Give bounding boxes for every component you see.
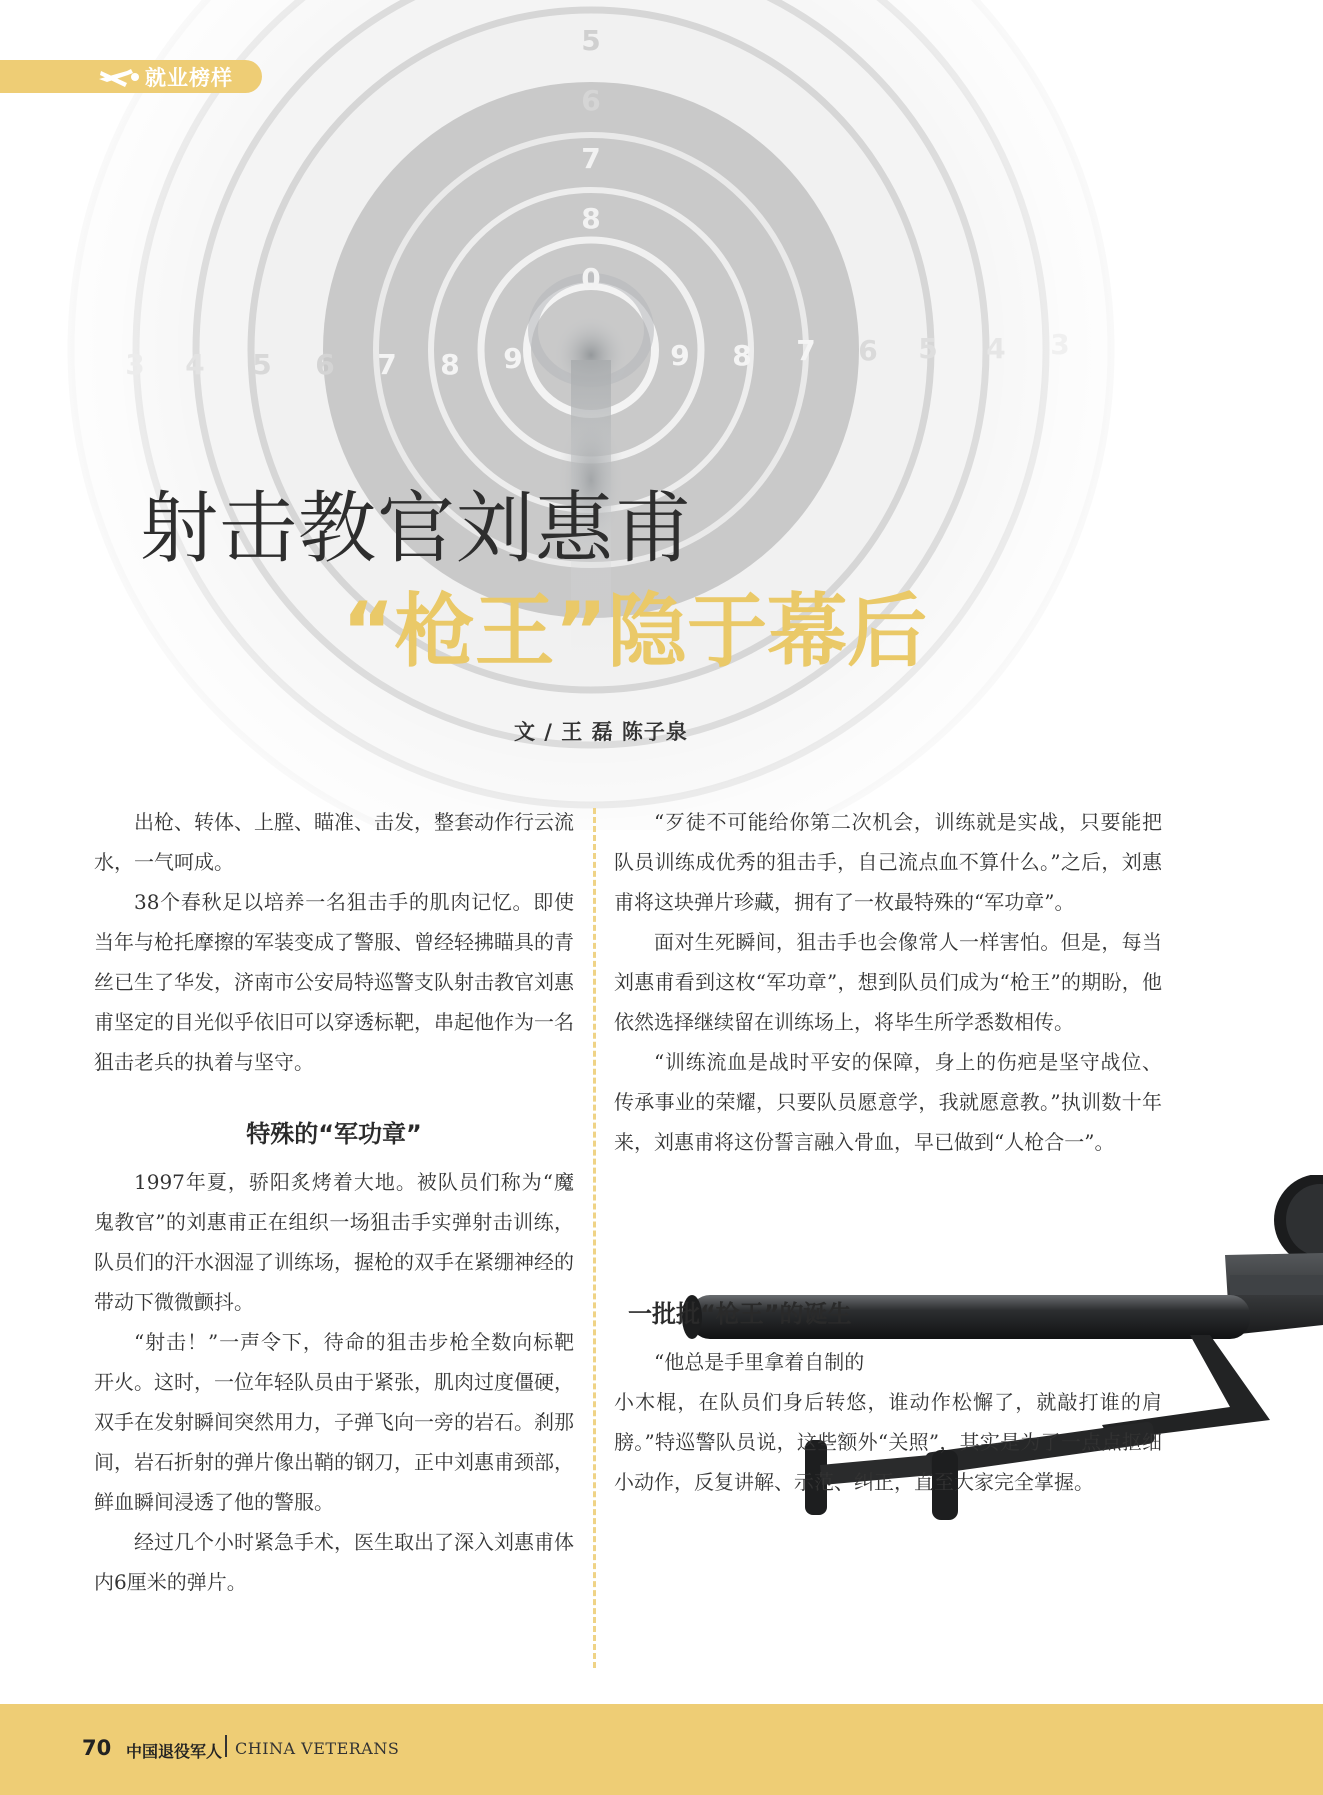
paragraph: “射击！”一声令下，待命的狙击步枪全数向标靶开火。这时，一位年轻队员由于紧张，肌肉过度僵硬，双手在发射瞬间突然用力，子弹飞向一旁的岩石。刹那间，岩石折射的弹片像出鞘的钢刀，正中刘惠甫颈部，鲜血瞬间浸透了他的警服。 (94, 1330, 574, 1514)
column-tag (0, 60, 262, 93)
target-number: 9 (670, 339, 690, 372)
magazine-name-cn: 中国退役军人 (126, 1742, 223, 1761)
target-number: 6 (858, 334, 878, 367)
right-column (614, 802, 1162, 1502)
shooting-target-image (0, 0, 1323, 830)
target-number: 3 (125, 348, 145, 381)
target-number: 8 (581, 202, 601, 235)
target-number: 0 (581, 262, 601, 295)
crossed-rifles-icon (97, 65, 141, 89)
target-number: 7 (581, 142, 601, 175)
target-number: 6 (581, 84, 601, 117)
target-number: 4 (986, 332, 1006, 365)
page-footer (0, 1704, 1323, 1795)
magazine-name-en: CHINA VETERANS (235, 1739, 400, 1758)
target-number: 4 (185, 348, 205, 381)
paragraph: 出枪、转体、上膛、瞄准、击发，整套动作行云流水，一气呵成。 (94, 810, 574, 874)
target-number: 6 (315, 348, 335, 381)
column-divider (593, 808, 596, 1668)
target-number: 9 (503, 342, 523, 375)
paragraph: 面对生死瞬间，狙击手也会像常人一样害怕。但是，每当刘惠甫看到这枚“军功章”，想到队员们成为“枪王”的期盼，他依然选择继续留在训练场上，将毕生所学悉数相传。 (614, 930, 1162, 1034)
left-column (94, 802, 574, 1602)
article-title-line1: 射击教官刘惠甫 (140, 484, 694, 574)
paragraph: 38个春秋足以培养一名狙击手的肌肉记忆。即使当年与枪托摩擦的军装变成了警服、曾经轻拂瞄具的青丝已生了华发，济南市公安局特巡警支队射击教官刘惠甫坚定的目光似乎依旧可以穿透标靶，串起他作为一名狙击老兵的执着与坚守。 (94, 890, 574, 1074)
paragraph: “他总是手里拿着自制的 (654, 1350, 865, 1374)
target-number: 8 (732, 339, 752, 372)
paragraph: 1997年夏，骄阳炙烤着大地。被队员们称为“魔鬼教官”的刘惠甫正在组织一场狙击手实弹射击训练，队员们的汗水洇湿了训练场，握枪的双手在紧绷神经的带动下微微颤抖。 (94, 1170, 574, 1314)
section-heading: 一批批“枪王”的诞生 (628, 1300, 852, 1328)
section-heading: 特殊的“军功章” (246, 1120, 422, 1148)
byline: 文 / 王 磊 陈子泉 (514, 720, 688, 744)
target-number: 5 (581, 24, 601, 57)
target-number: 3 (1050, 328, 1070, 361)
paragraph: “训练流血是战时平安的保障，身上的伤疤是坚守战位、传承事业的荣耀，只要队员愿意学，我就愿意教。”执训数十年来，刘惠甫将这份誓言融入骨血，早已做到“人枪合一”。 (614, 1050, 1162, 1154)
article-title-line2: “枪王”隐于幕后 (342, 585, 928, 678)
target-number: 7 (796, 334, 816, 367)
paragraph: “歹徒不可能给你第二次机会，训练就是实战，只要能把队员训练成优秀的狙击手，自己流点血不算什么。”之后，刘惠甫将这块弹片珍藏，拥有了一枚最特殊的“军功章”。 (614, 810, 1162, 914)
footer-separator (225, 1735, 227, 1757)
target-number: 8 (440, 348, 460, 381)
target-number: 5 (918, 332, 938, 365)
paragraph: 经过几个小时紧急手术，医生取出了深入刘惠甫体内6厘米的弹片。 (94, 1530, 574, 1594)
page-number: 70 (82, 1736, 112, 1760)
paragraph: 小木棍，在队员们身后转悠，谁动作松懈了，就敲打谁的肩膀。”特巡警队员说，这些额外“关照”，其实是为了一点点抠细小动作，反复讲解、示范、纠正，直至大家完全掌握。 (614, 1390, 1162, 1494)
column-tag-label: 就业榜样 (145, 65, 233, 90)
target-number: 7 (377, 348, 397, 381)
target-number: 5 (252, 348, 272, 381)
